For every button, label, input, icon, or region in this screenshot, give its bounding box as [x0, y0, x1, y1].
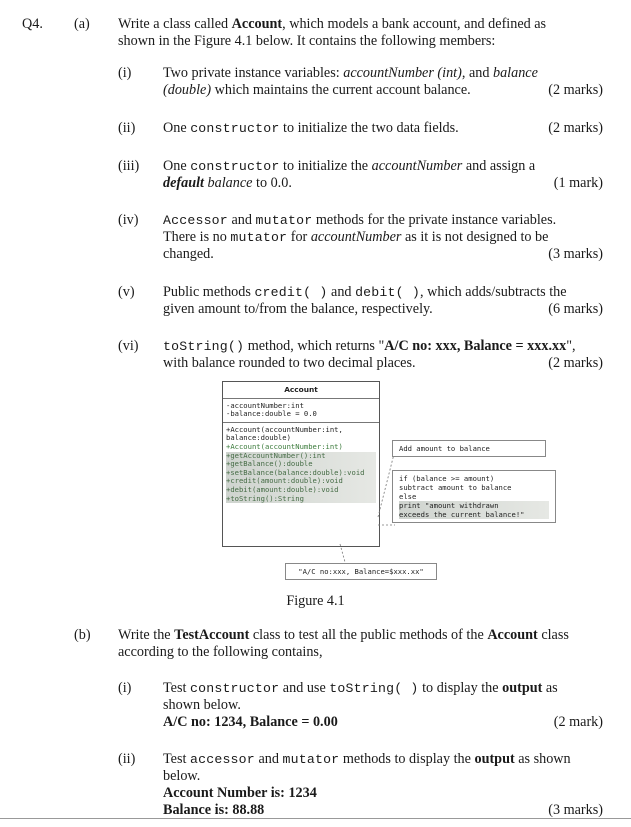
item-v: Public methods credit( ) and debit( ), which adds/subtracts the given amount to/from the balance, respectively.	[163, 284, 567, 317]
uml-method: +getAccountNumber():int	[226, 452, 376, 461]
uml-field: -accountNumber:int	[226, 400, 304, 410]
item-iv: Accessor and mutator methods for the private instance variables. There is no mutator for accountNumber as it is not designed to be changed.	[163, 212, 557, 262]
item-marks: (2 mark)	[553, 714, 603, 730]
b-item-i: Test constructor and use toString( ) to display the output as shown below. A/C no: 1234, Balance = 0.00	[163, 680, 603, 731]
note-debit-line: print "amount withdrawn	[399, 501, 549, 510]
b-item-ii: Test accessor and mutator methods to display the output as shown below. Account Number is: 1234 Balance is: 88.88	[163, 751, 603, 819]
uml-class-name: Account	[223, 382, 379, 399]
expected-output: Account Number is: 1234	[163, 785, 317, 801]
tostring-connector	[340, 544, 345, 562]
part-a-intro	[118, 16, 608, 50]
item-number: (v)	[118, 284, 135, 300]
part-a-intro-line1: Write a class called Account, which models a bank account, and defined as	[118, 16, 547, 32]
item-marks: (2 marks)	[548, 82, 603, 98]
item-marks: (3 marks)	[548, 802, 603, 818]
item-number: (ii)	[118, 120, 136, 136]
part-b-intro-line2: according to the following contains,	[118, 644, 323, 660]
item-number: (iv)	[118, 212, 139, 228]
figure-caption: Figure 4.1	[286, 593, 345, 609]
expected-output: Balance is: 88.88	[163, 802, 265, 818]
uml-method: balance:double)	[226, 433, 291, 443]
footer-divider	[0, 818, 631, 819]
item-vi: toString() method, which returns "A/C no: xxx, Balance = xxx.xx", with balance rounded to two decimal places.	[163, 338, 576, 371]
item-ii: One constructor to initialize the two data fields.	[163, 120, 459, 136]
uml-method: +Account(accountNumber:int)	[226, 441, 343, 451]
note-debit-line: if (balance >= amount)	[399, 474, 495, 483]
item-marks: (2 marks)	[548, 120, 603, 136]
item-i: Two private instance variables: accountNumber (int), and balance (double) which maintains the current account balance.	[163, 65, 538, 98]
uml-field: -balance:double = 0.0	[226, 409, 317, 419]
item-number: (i)	[118, 680, 132, 696]
item-marks: (6 marks)	[548, 301, 603, 317]
uml-method: +setBalance(balance:double):void	[226, 469, 376, 478]
uml-method: +toString():String	[226, 495, 376, 504]
note-debit-line: subtract amount to balance	[399, 483, 512, 492]
item-marks: (2 marks)	[548, 355, 603, 371]
item-number: (vi)	[118, 338, 139, 354]
item-marks: (1 mark)	[553, 175, 603, 191]
expected-output: A/C no: 1234, Balance = 0.00	[163, 714, 338, 730]
note-debit	[392, 470, 556, 523]
uml-method: +Account(accountNumber:int,	[226, 424, 343, 434]
item-number: (i)	[118, 65, 132, 81]
part-a-intro-line2: shown in the Figure 4.1 below. It contains the following members:	[118, 33, 496, 49]
item-number: (iii)	[118, 158, 140, 174]
item-number: (ii)	[118, 751, 136, 767]
uml-method: +getBalance():double	[226, 460, 376, 469]
part-b-label: (b)	[74, 627, 91, 643]
note-credit: Add amount to balance	[392, 440, 546, 457]
part-b-intro: Write the TestAccount class to test all the public methods of the Account class according to the following contains,	[118, 627, 608, 661]
note-debit-line: else	[399, 492, 417, 501]
item-iii: One constructor to initialize the accountNumber and assign a default balance to 0.0.	[163, 158, 536, 191]
uml-method: +credit(amount:double):void	[226, 477, 376, 486]
question-number: Q4.	[22, 16, 43, 32]
uml-fields	[223, 399, 379, 423]
note-tostring: "A/C no:xxx, Balance=$xxx.xx"	[285, 563, 437, 580]
note-debit-line: exceeds the current balance!"	[399, 510, 549, 519]
uml-method: +debit(amount:double):void	[226, 486, 376, 495]
item-marks: (3 marks)	[548, 246, 603, 262]
part-a-label: (a)	[74, 16, 90, 32]
